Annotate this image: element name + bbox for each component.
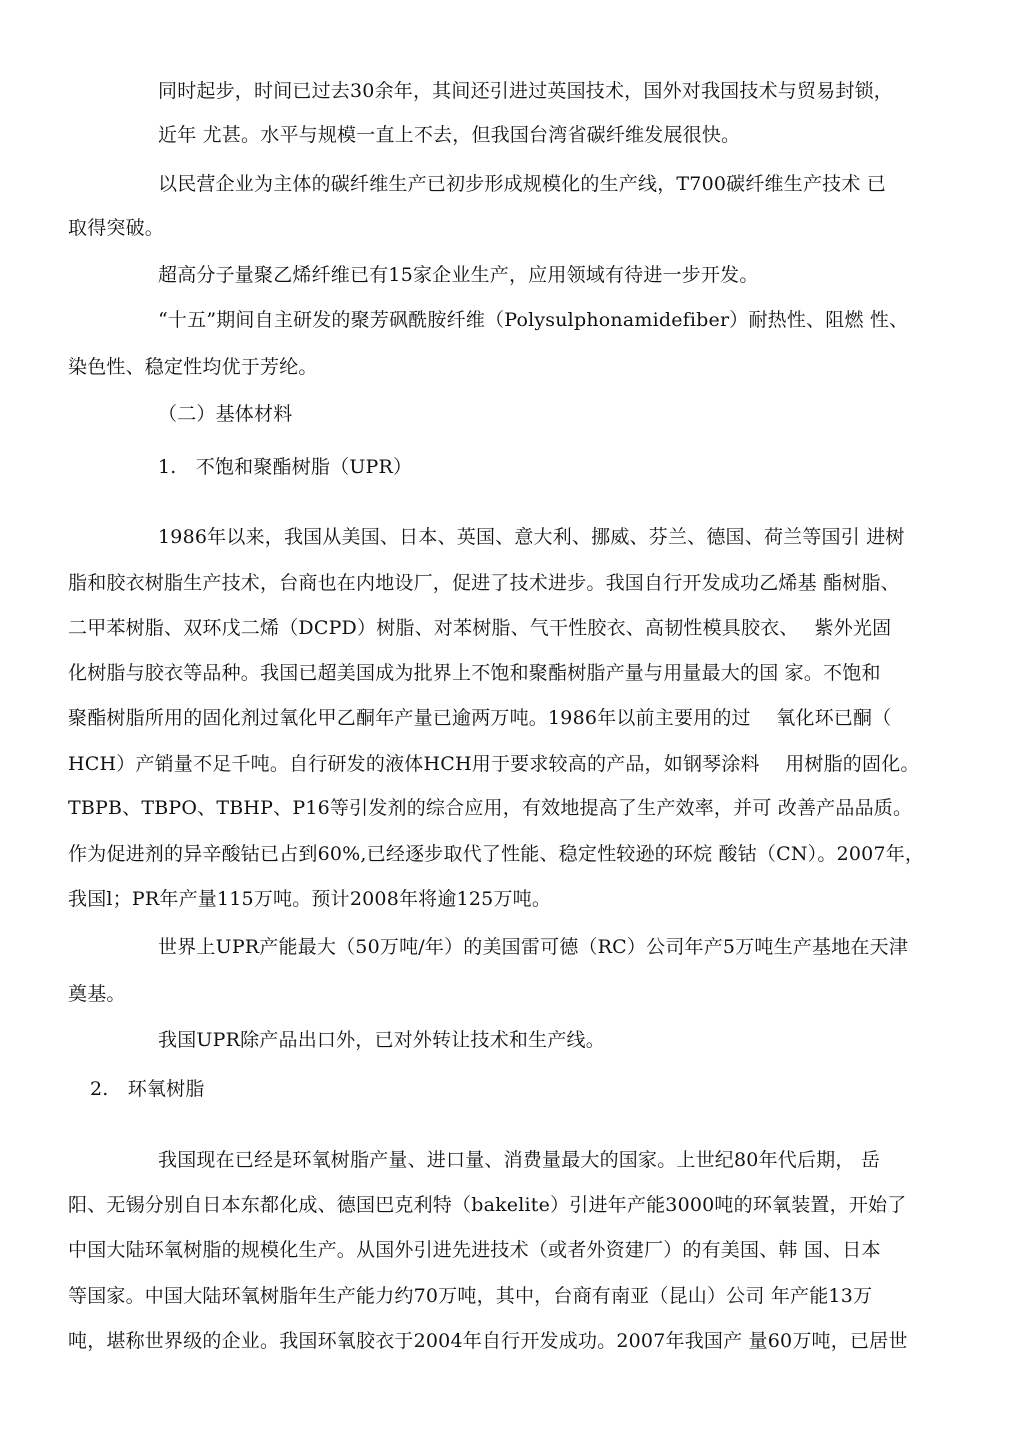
text-line: 我国UPR除产品出口外，已对外转让技术和生产线。 <box>158 1029 605 1051</box>
text-line: 取得突破。 <box>68 217 165 239</box>
text-line: 超高分子量聚乙烯纤维已有15家企业生产，应用领域有待进一步开发。 <box>158 264 759 286</box>
text-line: 作为促进剂的异辛酸钴已占到60%,已经逐步取代了性能、稳定性较逊的环烷 酸钴（CN）。2007年， <box>68 843 925 865</box>
text-line: 世界上UPR产能最大（50万吨/年）的美国雷可德（RC）公司年产5万吨生产基地在天津 <box>158 936 909 958</box>
text-line: 奠基。 <box>68 983 126 1005</box>
text-line: “十五”期间自主研发的聚芳砜酰胺纤维（Polysulphonamidefiber）耐热性、阻燃 性、 <box>158 309 909 331</box>
text-line: 化树脂与胶衣等品种。我国已超美国成为批界上不饱和聚酯树脂产量与用量最大的国 家。不饱和 <box>68 662 881 684</box>
text-line: TBPB、TBPO、TBHP、P16等引发剂的综合应用，有效地提高了生产效率，并可 改善产品品质。 <box>68 797 913 819</box>
text-line: 染色性、稳定性均优于芳纶。 <box>68 356 318 378</box>
text-line: 同时起步，时间已过去30余年，其间还引进过英国技术，国外对我国技术与贸易封锁， <box>158 80 893 102</box>
text-line: 以民营企业为主体的碳纤维生产已初步形成规模化的生产线，T700碳纤维生产技术 已 <box>158 173 886 195</box>
text-line: 吨，堪称世界级的企业。我国环氧胶衣于2004年自行开发成功。2007年我国产 量60万吨，已居世 <box>68 1330 908 1352</box>
subsection-heading: 1. 不饱和聚酯树脂（UPR） <box>158 456 413 478</box>
text-line: 聚酯树脂所用的固化剂过氧化甲乙酮年产量已逾两万吨。1986年以前主要用的过 氧化环已酮（ <box>68 707 892 729</box>
text-line: 中国大陆环氧树脂的规模化生产。从国外引进先进技术（或者外资建厂）的有美国、韩 国、日本 <box>68 1239 881 1261</box>
text-line: 我国l；PR年产量115万吨。预计2008年将逾125万吨。 <box>68 888 552 910</box>
text-line: HCH）产销量不足千吨。自行研发的液体HCH用于要求较高的产品，如钢琴涂料 用树脂的固化。 <box>68 753 920 775</box>
subsection-heading: 2. 环氧树脂 <box>90 1078 205 1100</box>
text-line: 阳、无锡分别自日本东都化成、德国巴克利特（bakelite）引进年产能3000吨的环氧装置，开始了 <box>68 1194 907 1216</box>
text-line: 近年 尤甚。水平与规模一直上不去，但我国台湾省碳纤维发展很快。 <box>158 124 741 146</box>
text-line: 二甲苯树脂、双环戊二烯（DCPD）树脂、对苯树脂、气干性胶衣、高韧性模具胶衣、 紫外光固 <box>68 617 892 639</box>
text-line: 1986年以来，我国从美国、日本、英国、意大利、挪威、芬兰、德国、荷兰等国引 进树 <box>158 526 905 548</box>
section-heading: （二）基体材料 <box>158 403 293 425</box>
text-line: 等国家。中国大陆环氧树脂年生产能力约70万吨，其中，台商有南亚（昆山）公司 年产能13万 <box>68 1285 873 1307</box>
text-line: 我国现在已经是环氧树脂产量、进口量、消费量最大的国家。上世纪80年代后期， 岳 <box>158 1149 881 1171</box>
text-line: 脂和胶衣树脂生产技术，台商也在内地设厂，促进了技术进步。我国自行开发成功乙烯基 酯树脂、 <box>68 572 900 594</box>
